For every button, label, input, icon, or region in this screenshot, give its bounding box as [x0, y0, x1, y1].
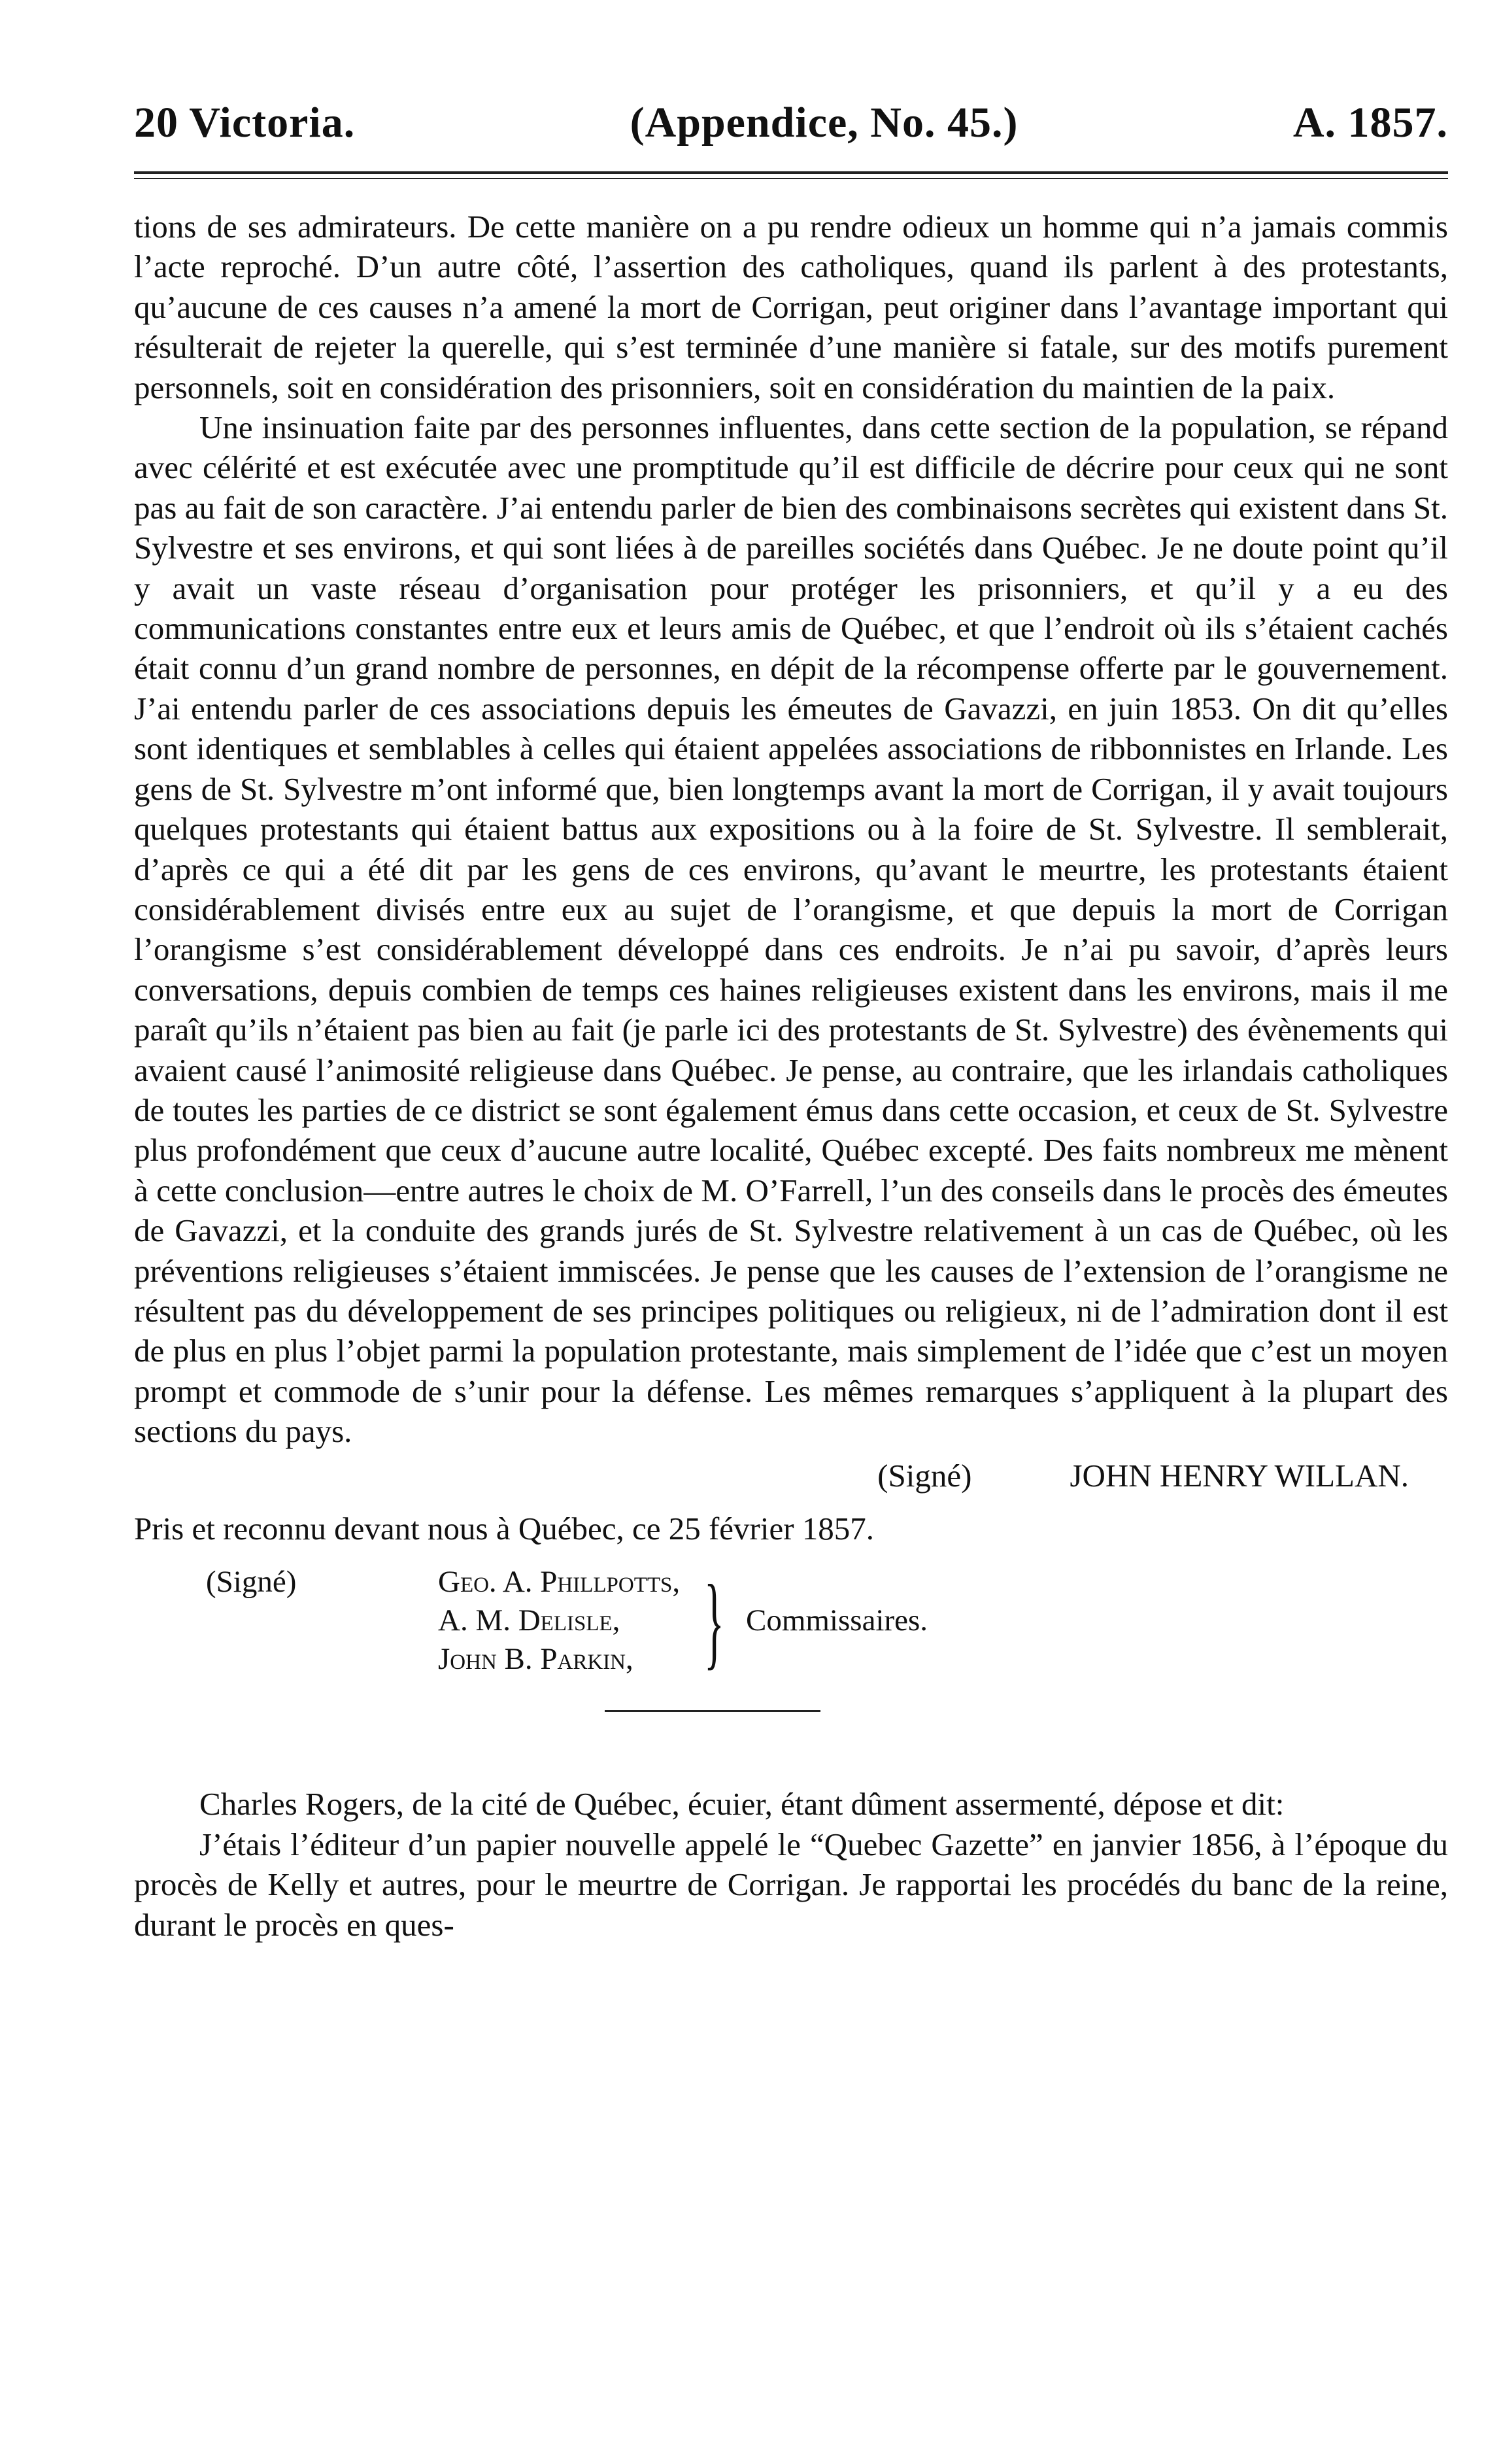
brace-glyph: } [704, 1562, 724, 1679]
header-appendix: (Appendice, No. 45.) [630, 99, 1019, 146]
commissioner-names [438, 1563, 680, 1679]
signature-signe: (Signé) [877, 1457, 972, 1494]
paragraph: Une insinuation faite par des personnes influentes, dans cette section de la population, se répand avec célérité et est exécutée avec une promptitude qu’il est difficile de décrire pour ceux qui ne sont pas au fait de son caractère. J’ai entendu parler de bien des combinaisons secrètes qui existent dans St. Sylvestre et ses environs, et qui sont liées à de pareilles sociétés dans Québec. Je ne doute point qu’il y avait un vaste réseau d’organisation pour protéger les prisonniers, et qu’il y a eu des communications constantes entre eux et leurs amis de Québec, et que l’endroit où ils s’étaient cachés était connu d’un grand nombre de personnes, en dépit de la récompense offerte par le gouvernement. J’ai entendu parler de ces associations depuis les émeutes de Gavazzi, en juin 1853. On dit qu’elles sont identiques et semblables à celles qui étaient appelées associations de ribbonnistes en Irlande. Les gens de St. Sylvestre m’ont informé que, bien longtemps avant la mort de Corrigan, il y avait toujours quelques protestants qui étaient battus aux expositions ou à la foire de St. Sylvestre. Il semblerait, d’après ce qui a été dit par les gens de ces environs, qu’avant le meurtre, les protestants étaient considérablement divisés entre eux au sujet de l’orangisme, et que depuis la mort de Corrigan l’orangisme s’est considérablement développé dans ces endroits. Je n’ai pu savoir, d’après leurs conversations, depuis combien de temps ces haines religieuses existent dans les environs, mais il me paraît qu’ils n’étaient pas bien au fait (je parle ici des protestants de St. Sylvestre) des évènements qui avaient causé l’animosité religieuse dans Québec. Je pense, au contraire, que les irlandais catholiques de toutes les parties de ce district se sont également émus dans cette occasion, et ceux de St. Sylvestre plus profondément que ceux d’aucune autre localité, Québec excepté. Des faits nombreux me mènent à cette conclusion—entre autres le choix de M. O’Farrell, l’un des conseils dans le procès des émeutes de Gavazzi, et la conduite des grands jurés de St. Sylvestre relativement à un cas de Québec, où les préventions religieuses s’étaient immiscées. Je pense que les causes de l’extension de l’orangisme ne résultent pas du développement de ses principes politiques ou religieux, ni de l’admiration dont il est de plus en plus l’objet parmi la population protestante, mais simplement de l’idée que c’est un moyen prompt et commode de s’unir pour la défense. Les mêmes remarques s’appliquent à la plupart des sections du pays. [134, 409, 1448, 1450]
commissioner-name: Geo. A. Phillpotts, [438, 1565, 681, 1600]
paragraph: J’étais l’éditeur d’un papier nouvelle appelé le “Quebec Gazette” en janvier 1856, à l’époque du procès de Kelly et autres, pour le meurtre de Corrigan. Je rapportai les procédés du banc de la reine, durant le procès en ques- [134, 1826, 1448, 1943]
sworn-statement: Pris et reconnu devant nous à Québec, ce 25 février 1857. [134, 1511, 875, 1547]
signature-name: JOHN HENRY WILLAN. [1070, 1457, 1409, 1494]
commissioners-block [134, 1563, 1448, 1679]
header-year: A. 1857. [1292, 99, 1448, 146]
header-session: 20 Victoria. [134, 99, 356, 146]
document-page [134, 98, 1448, 1945]
commissioner-name: A. M. Delisle, [438, 1603, 620, 1638]
section-divider [605, 1710, 820, 1712]
body-text [134, 207, 1448, 1452]
commissioners-signe: (Signé) [206, 1565, 297, 1600]
header-rule [134, 171, 1448, 179]
signature-line [134, 1456, 1448, 1496]
commissioners-role: Commissaires. [745, 1603, 928, 1638]
page-header [134, 98, 1448, 163]
paragraph: tions de ses admirateurs. De cette manière on a pu rendre odieux un homme qui n’a jamais commis l’acte reproché. D’un autre côté, l’assertion des catholiques, quand ils parlent à des protestants, qu’aucune de ces causes n’a amené la mort de Corrigan, peut originer dans l’avantage important qui résulterait de rejeter la querelle, qui s’est terminée d’une manière si fatale, sur des motifs purement personnels, soit en considération des prisonniers, soit en considération du maintien de la paix. [134, 209, 1448, 405]
paragraph: Charles Rogers, de la cité de Québec, écuier, étant dûment assermenté, dépose et dit: [199, 1786, 1285, 1822]
commissioner-name: John B. Parkin, [438, 1642, 633, 1677]
second-deposition [134, 1784, 1448, 1945]
